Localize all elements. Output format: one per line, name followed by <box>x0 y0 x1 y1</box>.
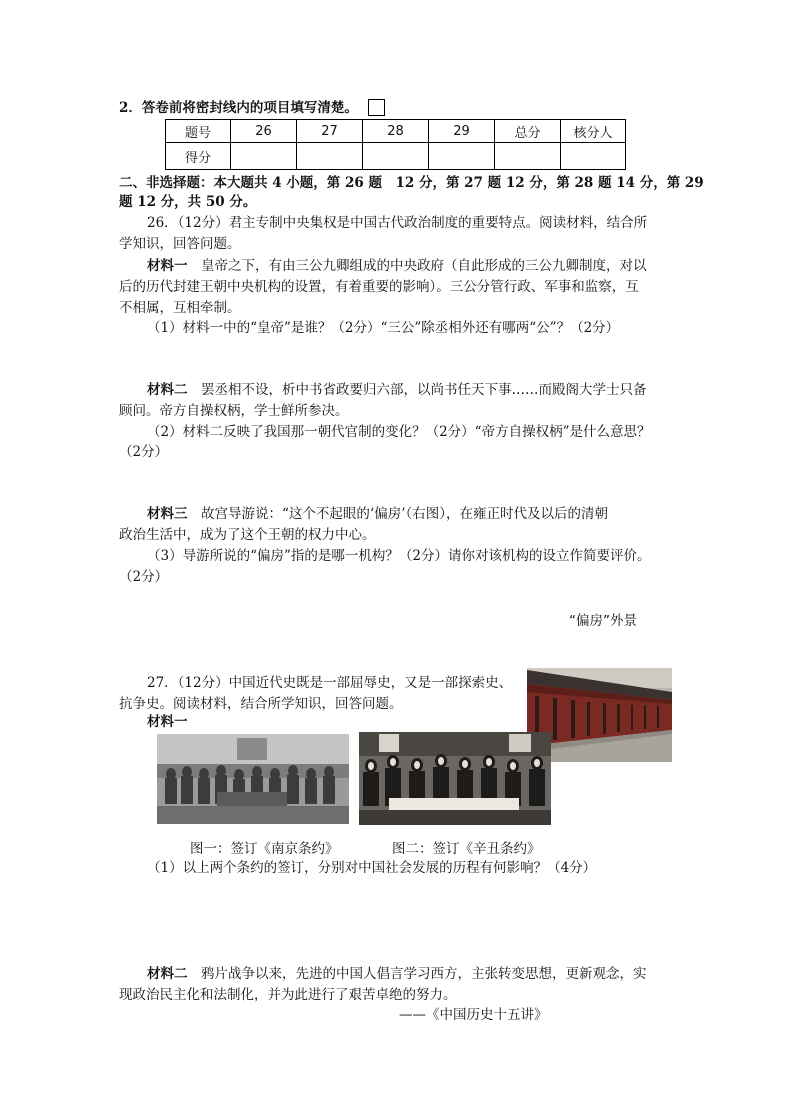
q27-intro-line2: 抗争史。阅读材料，结合所学知识，回答问题。 <box>119 696 403 712</box>
material-text: 罢丞相不设，析中书省政要归六部，以尚书任天下事……而殿阁大学士只备 <box>187 382 647 398</box>
material-label: 材料二 <box>147 382 188 398</box>
q26-material2 <box>147 380 647 400</box>
q26-question1: （1）材料一中的“皇帝”是谁？（2分）“三公”除丞相外还有哪两“公”？（2分） <box>147 320 620 336</box>
score-cell-total[interactable] <box>495 143 561 170</box>
score-cell-28[interactable] <box>363 143 429 170</box>
q26-m1-line2: 后的历代封建王朝中央机构的设置，有着重要的影响）。三公分管行政、军事和监察，互 <box>119 279 639 295</box>
boxer-protocol-photo-drawing <box>359 732 551 825</box>
material-text: 鸦片战争以来，先进的中国人倡言学习西方，主张转变思想，更新观念，实 <box>187 966 647 982</box>
notice-text: 2．答卷前将密封线内的项目填写清楚。 <box>119 100 358 116</box>
material-text: 故宫导游说：“这个不起眼的‘偏房’（右图），在雍正时代及以后的清朝 <box>187 506 608 522</box>
section-heading-line1: 二、非选择题：本大题共 4 小题，第 26 题 12 分，第 27 题 12 分，第 28 题 14 分，第 29 <box>119 175 704 191</box>
score-cell-29[interactable] <box>429 143 495 170</box>
q27-source: ——《中国历史十五讲》 <box>399 1007 548 1023</box>
score-cell-27[interactable] <box>297 143 363 170</box>
nanking-treaty-photo <box>157 734 349 824</box>
q26-intro-line2: 学知识，回答问题。 <box>119 236 241 252</box>
score-table-header: 29 <box>429 120 495 143</box>
q27-material2 <box>147 964 647 984</box>
score-table-score-row <box>166 143 626 170</box>
q27-intro-line1: 27．（12分）中国近代史既是一部屈辱史，又是一部探索史、 <box>147 675 513 691</box>
q27-material1-label: 材料一 <box>147 714 188 730</box>
seal-checkbox[interactable] <box>368 99 385 116</box>
score-table-header: 27 <box>297 120 363 143</box>
q26-m1-line3: 不相属，互相牵制。 <box>119 300 241 316</box>
score-cell-26[interactable] <box>231 143 297 170</box>
nanking-treaty-photo-drawing <box>157 734 349 824</box>
q26-m3-line2: 政治生活中，成为了这个王朝的权力中心。 <box>119 527 376 543</box>
score-table-header: 26 <box>231 120 297 143</box>
q26-question3-line1: （3）导游所说的“偏房”指的是哪一机构？（2分）请你对该机构的设立作简要评价。 <box>147 548 651 564</box>
score-table-header-row <box>166 120 626 143</box>
material-text: 皇帝之下，有由三公九卿组成的中央政府（自此形成的三公九卿制度，对以 <box>187 258 647 274</box>
material-label: 材料一 <box>147 258 188 274</box>
figure2-caption: 图二：签订《辛丑条约》 <box>392 841 541 857</box>
score-row-label: 得分 <box>166 143 231 170</box>
score-cell-checker[interactable] <box>561 143 626 170</box>
q26-intro-line1: 26．（12分）君主专制中央集权是中国古代政治制度的重要特点。阅读材料，结合所 <box>147 215 648 231</box>
q26-m2-line2: 顾问。帝方自操权柄，学士鲜所参决。 <box>119 403 349 419</box>
material-label: 材料三 <box>147 506 188 522</box>
score-table-header: 总分 <box>495 120 561 143</box>
material-label: 材料二 <box>147 966 188 982</box>
score-table <box>165 119 626 170</box>
score-table-header: 核分人 <box>561 120 626 143</box>
score-table-header: 题号 <box>166 120 231 143</box>
q26-question2-line1: （2）材料二反映了我国那一朝代官制的变化？（2分）“帝方自操权柄”是什么意思？ <box>147 424 651 440</box>
q27-m2-line2: 现政治民主化和法制化，并为此进行了艰苦卓绝的努力。 <box>119 987 457 1003</box>
q27-question1: （1）以上两个条约的签订，分别对中国社会发展的历程有何影响？（4分） <box>147 860 597 876</box>
q26-material3 <box>147 504 608 524</box>
q26-question2-line2: （2分） <box>119 444 169 460</box>
section-heading-line2: 题 12 分，共 50 分。 <box>119 194 257 210</box>
boxer-protocol-photo <box>359 732 551 825</box>
figure1-caption: 图一：签订《南京条约》 <box>190 841 339 857</box>
side-room-caption: “偏房”外景 <box>569 613 637 629</box>
q26-question3-line2: （2分） <box>119 569 169 585</box>
score-table-header: 28 <box>363 120 429 143</box>
q26-material1 <box>147 256 647 276</box>
